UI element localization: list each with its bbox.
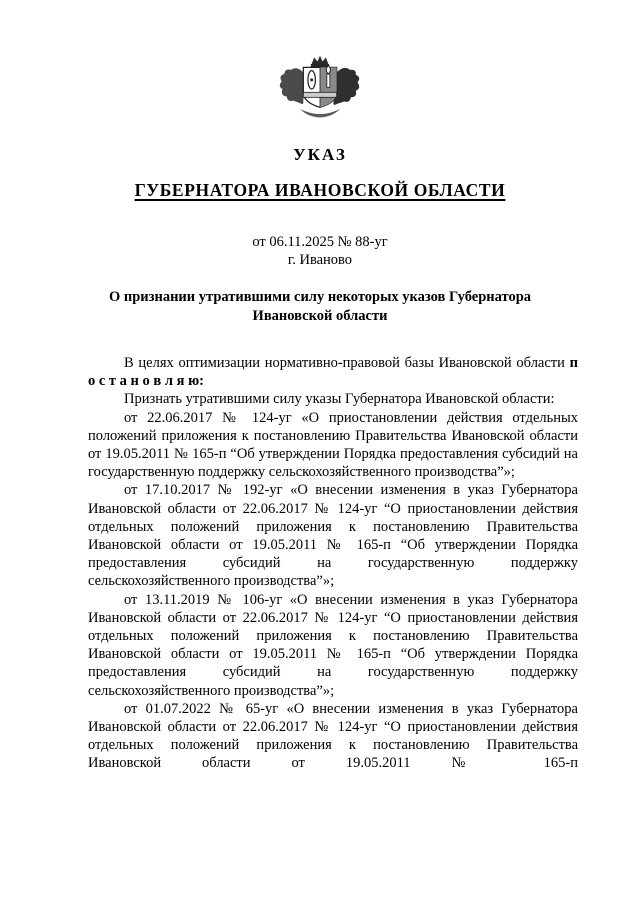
subject-heading: О признании утратившими силу некоторых указов Губернатора Ивановской области xyxy=(108,289,532,324)
crown-shape xyxy=(311,56,329,68)
shield-band-shape xyxy=(303,92,336,97)
coat-of-arms-ivanovo-icon xyxy=(270,53,370,125)
base-ornament-shape xyxy=(300,109,340,117)
authority-title-text: ГУБЕРНАТОРА ИВАНОВСКОЙ ОБЛАСТИ xyxy=(134,180,506,200)
intro-text: В целях оптимизации нормативно-правовой базы Ивановской области xyxy=(124,355,565,371)
resolve-paragraph: Признать утратившими силу указы Губернатора Ивановской области: xyxy=(124,391,555,408)
decree-item: от 17.10.2017 № 192-уг «О внесении изменения в указ Губернатора Ивановской области от 22.06.2017 № 124-уг “О приостановлении действия отдельных положений приложения к постановлению Правительства Ивановской области от 19.05.2011 № 165-п “Об утверждении Порядка предоставления субсидий на государственную поддержку сельскохозяйственного производства”»; xyxy=(88,482,578,590)
intro-emphasis: п о с т а н о в л я ю: xyxy=(88,355,578,390)
lion-supporter-shape xyxy=(280,68,304,104)
intro-paragraph xyxy=(88,354,578,390)
date-number-line: от 06.11.2025 № 88-уг xyxy=(252,234,388,250)
decree-item: от 13.11.2019 № 106-уг «О внесении изменения в указ Губернатора Ивановской области от 22.06.2017 № 124-уг “О приостановлении действия отдельных положений приложения к постановлению Правительства Ивановской области от 19.05.2011 № 165-п “Об утверждении Порядка предоставления субсидий на государственную поддержку сельскохозяйственного производства”»; xyxy=(88,591,578,699)
decree-item: от 22.06.2017 № 124-уг «О приостановлении действия отдельных положений приложения к постановлению Правительства Ивановской области от 19.05.2011 № 165-п “Об утверждении Порядка предоставления субсидий на государственную поддержку сельскохозяйственного производства”»; xyxy=(88,409,578,481)
torch-emblem-shape xyxy=(326,66,330,88)
emblem-container xyxy=(0,0,640,125)
authority-title xyxy=(0,179,640,201)
decree-item: от 01.07.2022 № 65-уг «О внесении изменения в указ Губернатора Ивановской области от 22.06.2017 № 124-уг “О приостановлении действия отдельных положений приложения к постановлению Правительства Ивановской области от 19.05.2011 № 165-п xyxy=(88,700,578,772)
place-line: г. Иваново xyxy=(287,252,353,268)
document-body xyxy=(88,354,578,773)
doc-type-title: УКАЗ xyxy=(293,145,347,164)
